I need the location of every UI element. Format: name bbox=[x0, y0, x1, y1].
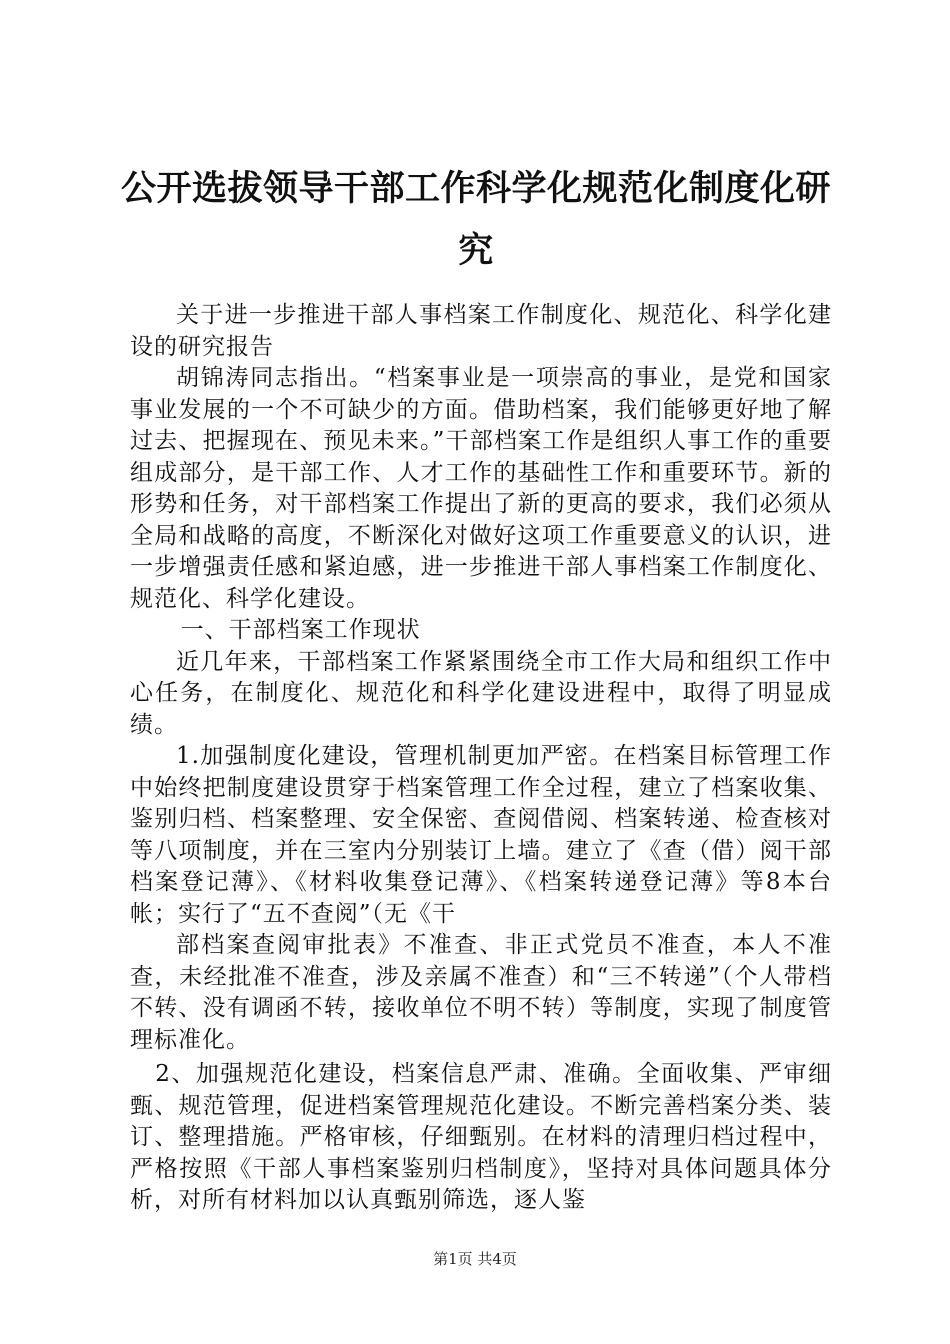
document-title: 公开选拔领导干部工作科学化规范化制度化研究 bbox=[120, 169, 831, 271]
body-paragraph: 部档案查阅审批表》不准查、非正式党员不准查，本人不准查，未经批准不准查，涉及亲属不准查）和“三不转递”（个人带档不转、没有调函不转，接收单位不明不转）等制度，实现了制度管理标准化。 bbox=[130, 932, 832, 1053]
page-number-footer: 第1页 共4页 bbox=[433, 1250, 517, 1268]
body-paragraph: 胡锦涛同志指出。“档案事业是一项崇高的事业，是党和国家事业发展的一个不可缺少的方面。借助档案，我们能够更好地了解过去、把握现在、预见未来。”干部档案工作是组织人事工作的重要组成部分，是干部工作、人才工作的基础性工作和重要环节。新的形势和任务，对干部档案工作提出了新的更高的要求，我们必须从全局和战略的高度，不断深化对做好这项工作重要意义的认识，进一步增强责任感和紧迫感，进一步推进干部人事档案工作制度化、规范化、科学化建设。 bbox=[130, 365, 832, 612]
body-paragraph: 1.加强制度化建设，管理机制更加严密。在档案目标管理工作中始终把制度建设贯穿于档案管理工作全过程，建立了档案收集、鉴别归档、档案整理、安全保密、查阅借阅、档案转递、检查核对等八项制度，并在三室内分别装订上墙。建立了《查（借）阅干部档案登记薄》、《材料收集登记薄》、《档案转递登记薄》等8本台帐；实行了“五不查阅”（无《干 bbox=[130, 743, 832, 927]
body-paragraph: 2、加强规范化建设，档案信息严肃、准确。全面收集、严审细甄、规范管理，促进档案管理规范化建设。不断完善档案分类、装订、整理措施。严格审核，仔细甄别。在材料的清理归档过程中，严格按照《干部人事档案鉴别归档制度》，坚持对具体问题具体分析，对所有材料加以认真甄别筛选，逐人鉴 bbox=[130, 1061, 832, 1213]
body-paragraph: 近几年来，干部档案工作紧紧围绕全市工作大局和组织工作中心任务，在制度化、规范化和科学化建设进程中，取得了明显成绩。 bbox=[130, 648, 832, 738]
section-heading: 一、干部档案工作现状 bbox=[180, 617, 421, 643]
report-subtitle-paragraph: 关于进一步推进干部人事档案工作制度化、规范化、科学化建设的研究报告 bbox=[130, 302, 832, 360]
document-body bbox=[130, 300, 832, 1217]
